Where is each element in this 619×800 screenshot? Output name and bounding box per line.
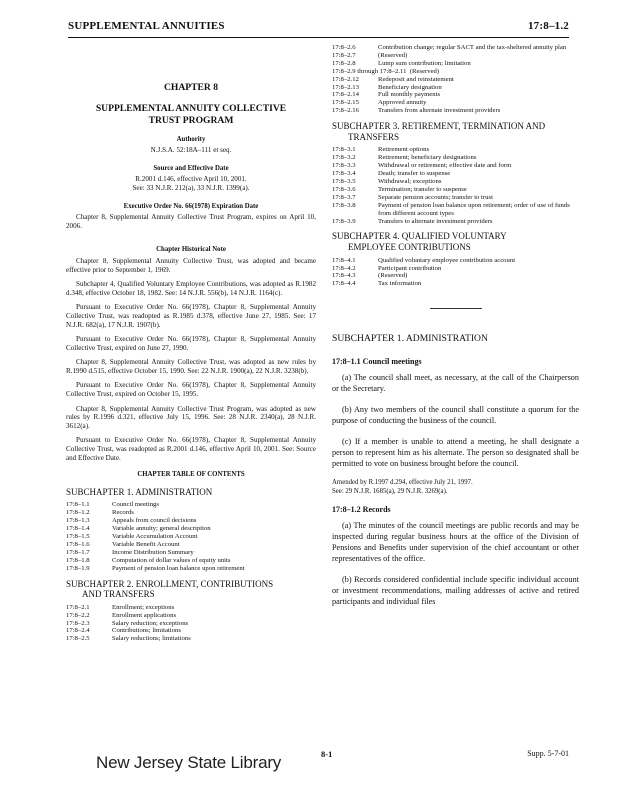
toc-entry xyxy=(332,257,579,265)
toc-entry-number: 17:8–1.3 xyxy=(66,517,90,525)
toc-entry-title: Redeposit and reinstatement xyxy=(378,75,454,83)
toc-entry-title: Retirement options xyxy=(378,146,430,154)
historical-note-paragraph: Subchapter 4, Qualified Voluntary Employee Contributions, was adopted as R.1982 d.348, effective October 18, 1982. See: 14 N.J.R. 556(b), 14 N.J.R. 1164(c). xyxy=(66,280,316,297)
section-1-2-body xyxy=(332,520,579,607)
toc-entry-number: 17:8–1.5 xyxy=(66,533,90,541)
left-column xyxy=(66,44,316,643)
toc-entry-number: 17:8–2.7 xyxy=(332,51,356,59)
toc-entry xyxy=(66,635,316,643)
toc-entry xyxy=(332,44,579,52)
toc-entry-title: Full monthly payments xyxy=(378,91,441,99)
toc-entry xyxy=(332,178,579,186)
toc-entry xyxy=(66,604,316,612)
toc-entry xyxy=(332,52,579,60)
toc-entry-title: Salary reductions; limitations xyxy=(112,635,191,643)
toc-entry-number: 17:8–3.6 xyxy=(332,185,356,193)
toc-entry-title: Income Distribution Summary xyxy=(112,548,194,556)
toc-entry-title: Transfers to alternate investment providers xyxy=(378,217,493,225)
section-1-1-heading: 17:8–1.1 Council meetings xyxy=(332,356,422,366)
toc-entry xyxy=(332,170,579,178)
toc-entry xyxy=(66,533,316,541)
toc-entry xyxy=(332,218,579,226)
toc-entry-title: Qualified voluntary employee contribution account xyxy=(378,256,516,264)
toc-entry-number: 17:8–2.12 xyxy=(332,75,359,83)
toc-entry-title: Withdrawal or retirement; effective date and form xyxy=(378,162,512,170)
toc-entry xyxy=(332,99,579,107)
toc-entry-title: Variable Benefit Account xyxy=(112,540,180,548)
toc-entry-title: (Reserved) xyxy=(409,67,440,75)
toc-entry xyxy=(332,280,579,288)
toc-entry-number: 17:8–2.4 xyxy=(66,627,90,635)
toc-entry-title: Enrollment applications xyxy=(112,611,177,619)
section-1-2-heading: 17:8–1.2 Records xyxy=(332,504,391,514)
toc-entry-number: 17:8–1.7 xyxy=(66,548,90,556)
toc-entry xyxy=(332,202,579,218)
toc-entry-number: 17:8–2.6 xyxy=(332,44,356,51)
toc-subchapter-4-title-line2: EMPLOYEE CONTRIBUTIONS xyxy=(348,242,471,252)
toc-entry-number: 17:8–3.8 xyxy=(332,201,356,209)
toc-entry xyxy=(332,84,579,92)
toc-entry-number: 17:8–3.9 xyxy=(332,217,356,225)
library-logo: New Jersey State Library xyxy=(96,753,282,772)
toc-entry-title: Enrollment; exceptions xyxy=(112,603,175,611)
historical-note xyxy=(66,257,316,462)
section-paragraph: (b) Records considered confidential include specific individual account or investment recommendations, mailing addresses of active and retired participants and individual files xyxy=(332,575,579,607)
toc-subchapter-4 xyxy=(332,257,579,289)
subchapter-1-heading: SUBCHAPTER 1. ADMINISTRATION xyxy=(332,333,488,345)
chapter-title-line2: TRUST PROGRAM xyxy=(148,114,234,126)
toc-entry-title: Participant contribution xyxy=(378,264,442,272)
toc-entry xyxy=(332,68,579,76)
toc-entry xyxy=(66,565,316,573)
section-paragraph: (b) Any two members of the council shall constitute a quorum for the purpose of conducting the business of the council. xyxy=(332,405,579,426)
toc-entry-number: 17:8–2.16 xyxy=(332,107,359,115)
historical-note-paragraph: Pursuant to Executive Order No. 66(1978), Chapter 8, Supplemental Annuity Collective Trust, expired on October 15, 1995. xyxy=(66,381,316,399)
toc-entry xyxy=(66,541,316,549)
toc-entry xyxy=(332,194,579,202)
toc-entry xyxy=(332,60,579,68)
toc-subchapter-2-title xyxy=(66,579,316,600)
toc-entry xyxy=(332,162,579,170)
toc-entry-title: Contribution change; regular SACT and the tax-sheltered annuity plan xyxy=(378,44,567,51)
toc-entry xyxy=(66,557,316,565)
toc-entry-number: 17:8–1.2 xyxy=(66,509,90,517)
toc-entry-number: 17:8–2.8 xyxy=(332,59,356,67)
toc-entry xyxy=(66,620,316,628)
toc-entry-number: 17:8–3.3 xyxy=(332,162,356,170)
toc-entry-title: Death; transfer to suspense xyxy=(378,170,451,178)
toc-entry xyxy=(66,517,316,525)
toc-entry-title: Retirement; beneficiary designations xyxy=(378,154,477,162)
toc-entry-number: 17:8–1.1 xyxy=(66,501,90,509)
toc-entry xyxy=(66,501,316,509)
section-paragraph: (c) If a member is unable to attend a meeting, he shall designate a person to represent him as his alternate. The person so designated shall be permitted to vote on business brought before the council. xyxy=(332,437,579,469)
source-line-1: R.2001 d.146, effective April 10, 2001. xyxy=(135,175,247,184)
toc-heading: CHAPTER TABLE OF CONTENTS xyxy=(137,471,245,479)
toc-subchapter-2-continued xyxy=(332,44,579,115)
historical-note-paragraph: Pursuant to Executive Order No. 66(1978), Chapter 8, Supplemental Annuity Collective Trust, expired on June 27, 1990. xyxy=(66,335,316,352)
executive-order-heading: Executive Order No. 66(1978) Expiration Date xyxy=(123,202,259,210)
toc-entry-number: 17:8–4.1 xyxy=(332,256,356,264)
toc-subchapter-1 xyxy=(66,501,316,572)
toc-entry xyxy=(66,509,316,517)
amendment-line-1: Amended by R.1997 d.294, effective July 21, 1997. xyxy=(332,479,473,487)
toc-subchapter-4-title xyxy=(332,231,579,252)
toc-subchapter-3 xyxy=(332,146,579,225)
toc-entry-number: 17:8–4.3 xyxy=(332,272,356,280)
toc-subchapter-1-title: SUBCHAPTER 1. ADMINISTRATION xyxy=(66,486,213,497)
toc-entry-number: 17:8–3.4 xyxy=(332,170,356,178)
authority-text: N.J.S.A. 52:18A–111 et seq. xyxy=(150,146,232,155)
amendment-line-2: See: 29 N.J.R. 1685(a), 29 N.J.R. 3269(a). xyxy=(332,487,448,495)
historical-note-paragraph: Pursuant to Executive Order No. 66(1978), Chapter 8, Supplemental Annuity Collective Trust, was readopted as R.1985 d.378, effective June 27, 1985. See: 17 N.J.R. 682(a), 17 N.J.R. 1907(b). xyxy=(66,303,316,329)
toc-entry-number: 17:8–2.13 xyxy=(332,83,359,91)
chapter-title-line1: SUPPLEMENTAL ANNUITY COLLECTIVE xyxy=(95,102,287,114)
section-1-1-amendment xyxy=(332,479,579,495)
toc-entry-number: 17:8–2.5 xyxy=(66,635,90,643)
historical-note-paragraph: Chapter 8, Supplemental Annuity Collective Trust, was adopted as new rules by R.1990 d.515, effective October 15, 1990. See: 22 N.J.R. 1900(a), 22 N.J.R. 3238(b). xyxy=(66,358,316,375)
section-1-1-body xyxy=(332,372,579,469)
toc-entry-number: 17:8–2.14 xyxy=(332,91,359,99)
toc-entry-title: (Reserved) xyxy=(378,51,408,59)
source-heading: Source and Effective Date xyxy=(153,164,229,172)
toc-entry-number: 17:8–3.7 xyxy=(332,193,356,201)
historical-note-heading: Chapter Historical Note xyxy=(156,246,226,254)
header-title: SUPPLEMENTAL ANNUITIES xyxy=(68,20,225,32)
toc-entry-title: (Reserved) xyxy=(378,272,408,280)
toc-entry-title: Withdrawal; exceptions xyxy=(378,177,442,185)
header-section-number: 17:8–1.2 xyxy=(527,20,569,32)
executive-order-text: Chapter 8, Supplemental Annuity Collective Trust Program, expires on April 10, 2006. xyxy=(66,213,316,230)
section-paragraph: (a) The council shall meet, as necessary, at the call of the Chairperson or the Secretary. xyxy=(332,373,579,394)
toc-entry-title: Variable annuity; general description xyxy=(112,525,211,533)
supplement-date: Supp. 5-7-01 xyxy=(527,749,569,758)
toc-entry-combined xyxy=(332,68,579,76)
running-header xyxy=(68,20,569,36)
toc-entry-number: 17:8–2.15 xyxy=(332,99,359,107)
toc-entry-number: 17:8–3.5 xyxy=(332,177,356,185)
historical-note-paragraph: Chapter 8, Supplemental Annuity Collective Trust, was adopted and became effective prior to September 1, 1969. xyxy=(66,256,316,274)
toc-entry xyxy=(66,525,316,533)
toc-entry-number: 17:8–1.8 xyxy=(66,556,90,564)
section-divider xyxy=(430,308,482,309)
right-column xyxy=(332,44,579,617)
toc-entry xyxy=(332,107,579,115)
toc-subchapter-2-title-line1: SUBCHAPTER 2. ENROLLMENT, CONTRIBUTIONS xyxy=(66,578,274,589)
toc-entry-title: Transfers from alternate investment providers xyxy=(378,107,501,115)
toc-entry-number: 17:8–1.6 xyxy=(66,540,90,548)
toc-entry-title: Termination; transfer to suspense xyxy=(378,185,467,193)
toc-entry-title: Beneficiary designation xyxy=(378,83,442,91)
toc-entry-title: Lump sum contribution; limitation xyxy=(378,59,471,67)
toc-entry-title: Council meetings xyxy=(112,501,159,509)
toc-subchapter-3-title xyxy=(332,121,579,142)
toc-entry xyxy=(332,265,579,273)
toc-entry-number: 17:8–4.4 xyxy=(332,280,356,288)
toc-entry xyxy=(332,272,579,280)
toc-subchapter-2-title-line2: AND TRANSFERS xyxy=(82,589,155,600)
toc-entry-number: 17:8–2.9 through 17:8–2.11 xyxy=(332,67,407,75)
toc-entry-title: Records xyxy=(112,509,134,517)
section-paragraph: (a) The minutes of the council meetings are public records and may be inspected during regular business hours at the office of the Division of Pensions and Benefits under supervision of the chief accountant or other representatives of the office. xyxy=(332,521,579,564)
toc-entry-number: 17:8–3.2 xyxy=(332,154,356,162)
chapter-number: CHAPTER 8 xyxy=(163,82,219,93)
toc-entry-number: 17:8–1.9 xyxy=(66,564,90,572)
toc-subchapter-3-title-line2: TRANSFERS xyxy=(348,131,400,142)
toc-entry-number: 17:8–1.4 xyxy=(66,525,90,533)
toc-entry xyxy=(332,76,579,84)
toc-entry-title: Payment of pension loan balance upon retirement xyxy=(112,564,245,572)
page-number: 8-1 xyxy=(321,749,333,759)
toc-entry xyxy=(332,146,579,154)
toc-entry-number: 17:8–3.1 xyxy=(332,146,356,154)
authority-heading: Authority xyxy=(176,135,206,143)
toc-entry-title: Payment of pension loan balance upon retirement; order of use of funds from different account types xyxy=(378,201,570,217)
toc-entry-title: Variable Accumulation Account xyxy=(112,533,198,541)
toc-entry-title: Tax information xyxy=(378,280,422,288)
toc-subchapter-3-title-line1: SUBCHAPTER 3. RETIREMENT, TERMINATION AND xyxy=(332,121,546,132)
toc-entry-number: 17:8–2.3 xyxy=(66,619,90,627)
toc-subchapter-2 xyxy=(66,604,316,644)
chapter-title xyxy=(66,103,316,127)
historical-note-paragraph: Pursuant to Executive Order No. 66(1978), Chapter 8, Supplemental Annuity Collective Trust, was readopted as R.2001 d.146, effective April 10, 2001. See: Source and Effective Date. xyxy=(66,436,316,462)
toc-entry-title: Computation of dollar values of equity units xyxy=(112,556,231,564)
toc-entry-title: Separate pension accounts; transfer to trust xyxy=(378,193,493,201)
toc-entry-title: Appeals from council decisions xyxy=(112,517,197,525)
toc-entry-title: Approved annuity xyxy=(378,99,427,107)
toc-entry xyxy=(66,627,316,635)
historical-note-paragraph: Chapter 8, Supplemental Annuity Collective Trust Program, was adopted as new rules by R.1996 d.321, effective July 15, 1996. See: 28 N.J.R. 2340(a), 28 N.J.R. 3612(a). xyxy=(66,404,316,430)
header-rule xyxy=(68,37,569,38)
toc-entry xyxy=(66,549,316,557)
toc-subchapter-4-title-line1: SUBCHAPTER 4. QUALIFIED VOLUNTARY xyxy=(332,231,507,242)
source-line-2: See: 33 N.J.R. 212(a), 33 N.J.R. 1399(a). xyxy=(132,183,250,192)
toc-entry-title: Salary reduction; exceptions xyxy=(112,619,189,627)
toc-entry xyxy=(332,91,579,99)
toc-entry xyxy=(66,612,316,620)
toc-entry-title: Contributions; limitations xyxy=(112,627,181,635)
toc-entry-number: 17:8–4.2 xyxy=(332,264,356,272)
toc-entry-number: 17:8–2.1 xyxy=(66,603,90,611)
toc-entry-number: 17:8–2.2 xyxy=(66,611,90,619)
toc-entry xyxy=(332,186,579,194)
toc-entry xyxy=(332,154,579,162)
